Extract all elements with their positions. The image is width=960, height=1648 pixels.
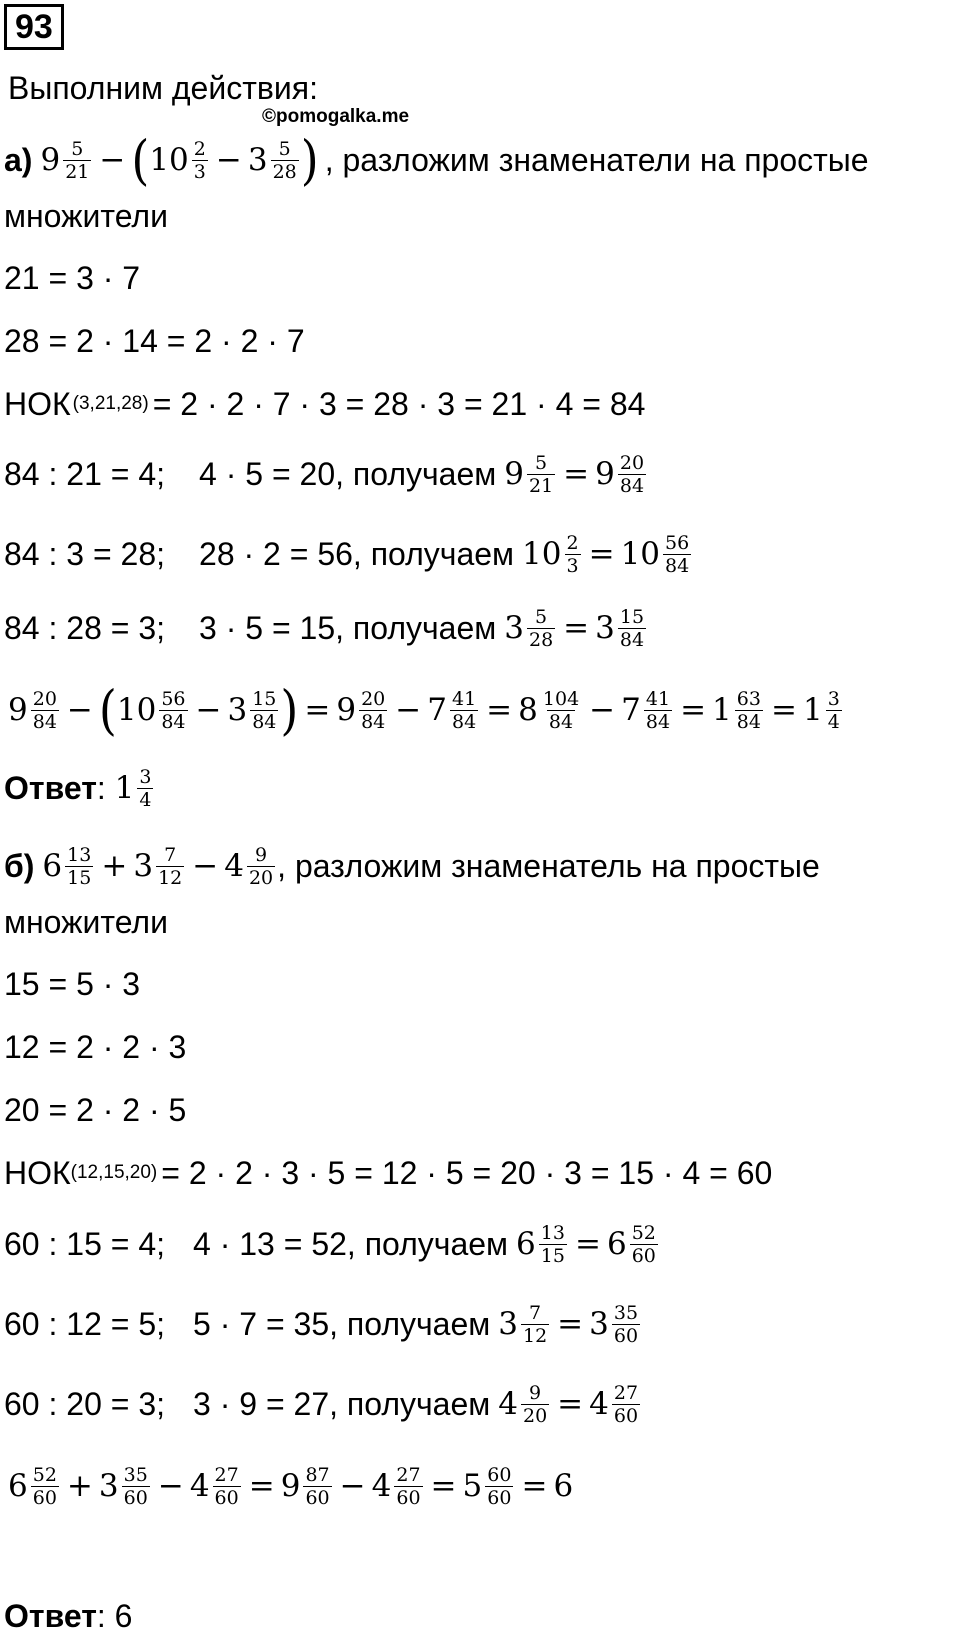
part-b-factor-2: 12 = 2 · 2 · 3 bbox=[4, 1028, 187, 1065]
part-b-step-2: 60 : 12 = 5; 5 · 7 = 35, получаем 3 $\frac{7}{12}$ = 3 $\frac{35}{60}$ bbox=[4, 1301, 639, 1347]
part-a-text2: множители bbox=[4, 197, 168, 234]
part-b-calculation: 6 $\frac{52}{60}$ + 3 $\frac{35}{60}$ − 4 $\frac{27}{60}$ = 9 $\frac{87}{60}$ − 4 $\frac{27}{60}$ = 5 $\frac{60}{60}$ = 6 bbox=[8, 1463, 574, 1509]
part-b-factor-3: 20 = 2 · 2 · 5 bbox=[4, 1091, 187, 1128]
part-a-label: а) bbox=[4, 141, 33, 178]
part-a-calculation: 9 $\frac{20}{84}$ − ( 10 $\frac{56}{84}$ − 3 $\frac{15}{84}$ ) = 9 $\frac{20}{84}$ − 7 $\frac{41}{84}$ = 8 $\frac{104}{84}$ − 7 $\frac{41}{84}$ = 1 $\frac{63}{84}$ = 1 $\frac{3}{4}$ bbox=[8, 678, 840, 742]
problem-number: 93 bbox=[4, 4, 64, 50]
part-a-expression: 9 $\frac{5}{21}$ − ( 10 $\frac{2}{3}$ − 3 $\frac{5}{28}$ ) bbox=[40, 128, 319, 192]
watermark: ©pomogalka.me bbox=[262, 106, 410, 127]
part-a-factor-2: 28 = 2 · 14 = 2 · 2 · 7 bbox=[4, 322, 305, 359]
part-b-text2: множители bbox=[4, 903, 168, 940]
part-a-factor-1: 21 = 3 · 7 bbox=[4, 259, 141, 296]
part-b-factor-1: 15 = 5 · 3 bbox=[4, 965, 141, 1002]
part-b-step-1: 60 : 15 = 4; 4 · 13 = 52, получаем 6 $\frac{13}{15}$ = 6 $\frac{52}{60}$ bbox=[4, 1221, 656, 1267]
part-b-answer: Ответ : 6 bbox=[4, 1597, 133, 1634]
part-b-expression: 6 $\frac{13}{15}$ + 3 $\frac{7}{12}$ − 4 $\frac{9}{20}$ bbox=[42, 843, 274, 889]
part-a-header bbox=[4, 128, 869, 192]
part-b-step-3: 60 : 20 = 3; 3 · 9 = 27, получаем 4 $\frac{9}{20}$ = 4 $\frac{27}{60}$ bbox=[4, 1381, 639, 1427]
part-a-answer: Ответ : 1 $\frac{3}{4}$ bbox=[4, 765, 152, 811]
part-b-text: , разложим знаменатель на простые bbox=[277, 847, 820, 884]
part-b-lcm: НОК (12,15,20) = 2 · 2 · 3 · 5 = 12 · 5 = 20 · 3 = 15 · 4 = 60 bbox=[4, 1154, 773, 1191]
part-a-lcm: НОК (3,21,28) = 2 · 2 · 7 · 3 = 28 · 3 = 21 · 4 = 84 bbox=[4, 385, 646, 422]
part-b-label: б) bbox=[4, 847, 35, 884]
part-a-step-3: 84 : 28 = 3; 3 · 5 = 15, получаем 3 $\frac{5}{28}$ = 3 $\frac{15}{84}$ bbox=[4, 605, 645, 651]
part-b-header bbox=[4, 838, 820, 894]
intro-text: Выполним действия: bbox=[8, 69, 318, 106]
part-a-step-2: 84 : 3 = 28; 28 · 2 = 56, получаем 10 $\frac{2}{3}$ = 10 $\frac{56}{84}$ bbox=[4, 531, 690, 577]
part-a-text: , разложим знаменатели на простые bbox=[324, 141, 869, 178]
part-a-step-1: 84 : 21 = 4; 4 · 5 = 20, получаем 9 $\frac{5}{21}$ = 9 $\frac{20}{84}$ bbox=[4, 451, 645, 497]
